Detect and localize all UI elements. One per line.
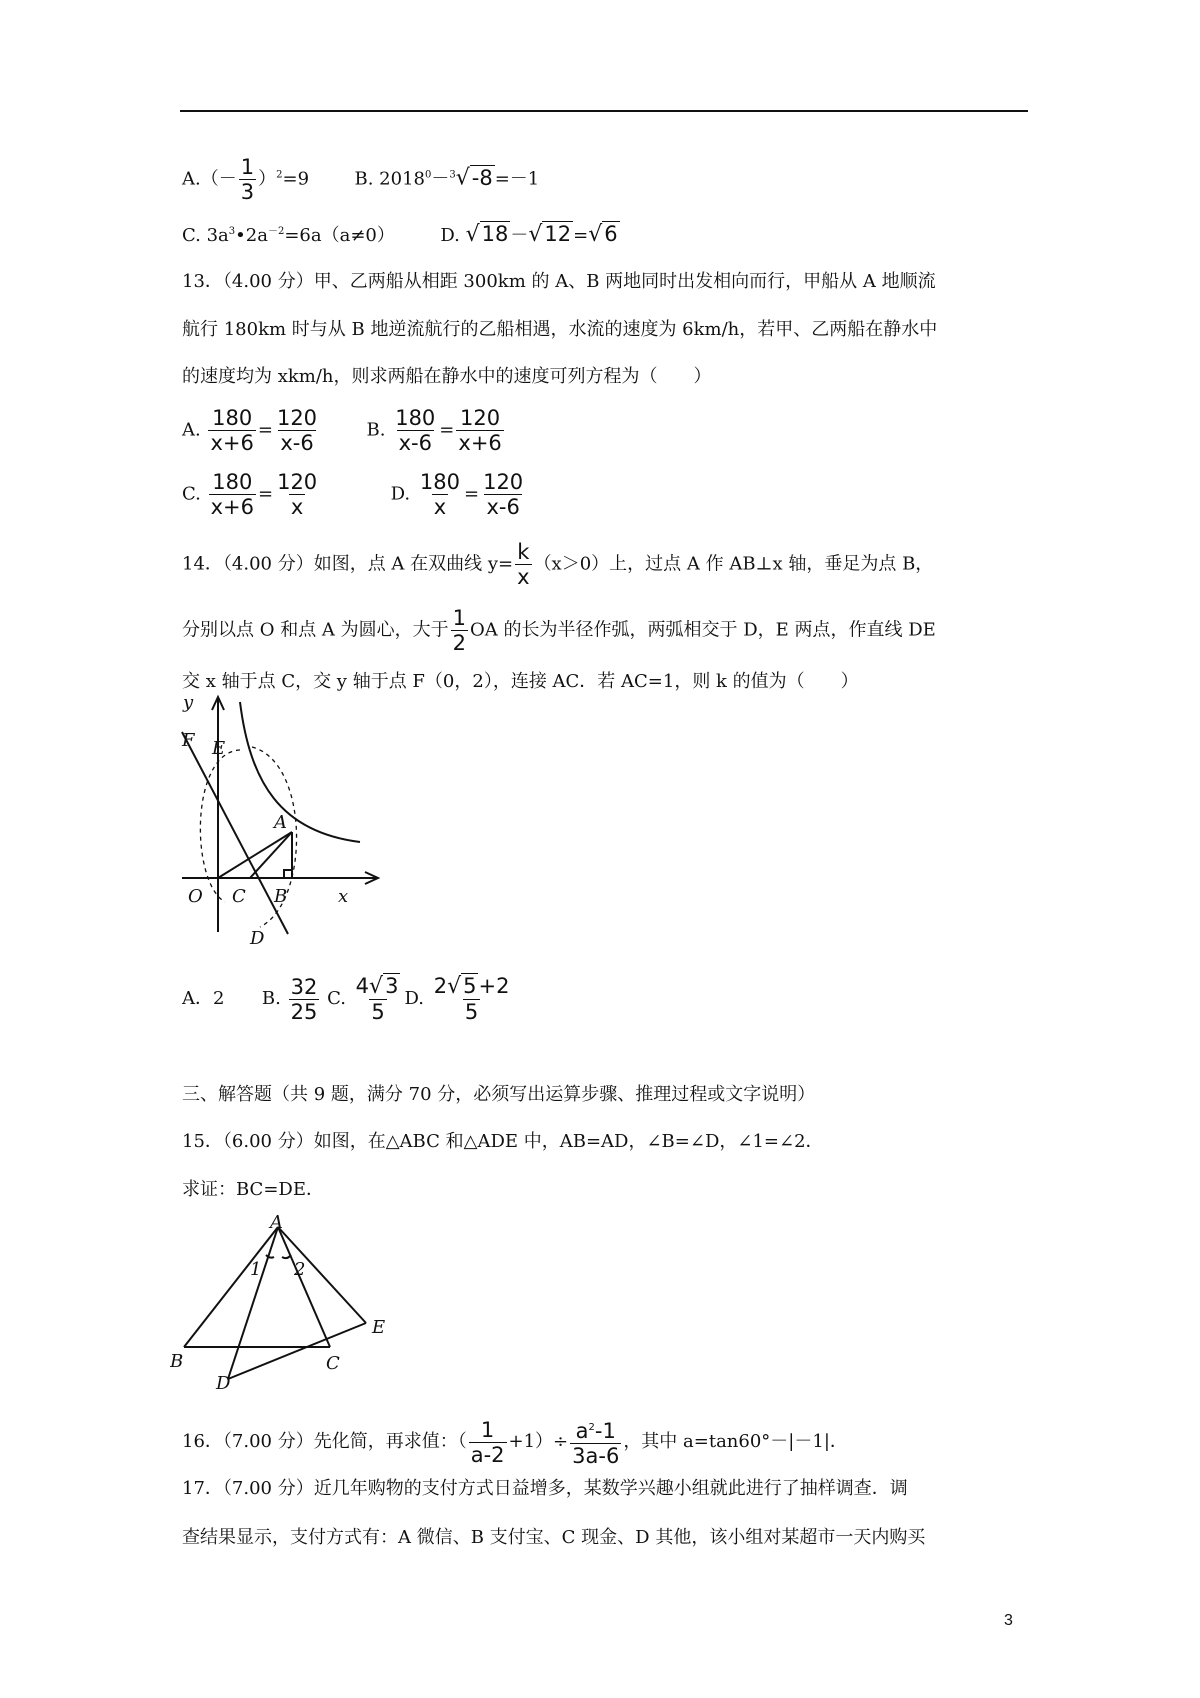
q13-opt-d-frac2 <box>481 470 525 519</box>
q13-opt-b-frac1 <box>393 406 437 455</box>
label-o: O <box>188 886 203 907</box>
q14-opt-c-coef: 4 <box>355 974 370 998</box>
q13-a-d1: x+6 <box>210 431 254 455</box>
q16-f2-den: 3a-6 <box>572 1444 620 1468</box>
page-number: 3 <box>1004 1612 1013 1629</box>
q16-f2-exp: 2 <box>588 1422 595 1433</box>
q14-opt-b-label: B. <box>261 988 281 1009</box>
label-a: A <box>270 1215 283 1233</box>
label-e: E <box>212 738 226 759</box>
q13-a-n2: 120 <box>276 406 318 430</box>
q16-a: 16．（7.00 分）先化简，再求值：（ <box>182 1431 467 1452</box>
q14-line2 <box>182 606 936 655</box>
q12-a-label: A.（－ <box>182 168 237 190</box>
angle-2-arc <box>282 1255 291 1258</box>
q13-c-n2: 120 <box>277 470 318 494</box>
q12-b-minus: － <box>431 168 450 190</box>
q12-a-eq: =9 <box>282 168 310 190</box>
q13-d-eq: = <box>463 483 480 505</box>
q14-l2-num: 1 <box>452 606 467 630</box>
q13-opt-a-frac2 <box>275 406 319 455</box>
label-a: A <box>274 812 287 833</box>
q15-figure <box>170 1215 420 1390</box>
q14-opt-c-frac <box>354 974 403 1024</box>
q14-k-over-x <box>515 540 531 589</box>
q12-b-exp: 0 <box>424 169 432 181</box>
sqrt-icon: √ <box>369 974 384 999</box>
q15-line2: 求证：BC=DE． <box>182 1179 324 1200</box>
q13-line2: 航行 180km 时与从 B 地逆流航行的乙船相遇，水流的速度为 6km/h，若甲、乙两船在静水中 <box>182 319 938 340</box>
q14-half <box>451 606 468 655</box>
q14-l2-den: 2 <box>452 631 467 655</box>
q13-opt-d-frac1 <box>418 470 462 519</box>
q16-f2-num-tail: -1 <box>594 1419 616 1443</box>
q12-d-r2: 12 <box>544 222 572 246</box>
q13-line1: 13．（4.00 分）甲、乙两船从相距 300km 的 A、B 两地同时出发相向而行，甲船从 A 地顺流 <box>182 271 936 292</box>
q13-opt-c-frac1 <box>209 470 256 519</box>
q14-l1-a: 14．（4.00 分）如图，点 A 在双曲线 y= <box>182 553 514 575</box>
q13-d-d1: x <box>433 495 447 519</box>
segment-de <box>228 1323 366 1379</box>
q14-opt-d-label: D. <box>404 988 424 1009</box>
q14-l1-num: k <box>517 540 530 564</box>
q14-line1 <box>182 540 933 589</box>
q14-line3: 交 x 轴于点 C，交 y 轴于点 F（0，2），连接 AC．若 AC=1，则 k 的值为（ ） <box>182 671 859 692</box>
q14-opt-c-den: 5 <box>371 1000 385 1024</box>
right-angle-mark <box>284 870 292 878</box>
q13-line3: 的速度均为 xkm/h，则求两船在静水中的速度可列方程为（ ） <box>182 366 712 387</box>
q16-f1-num: 1 <box>480 1417 495 1442</box>
q12-b-label: B. 2018 <box>354 168 425 190</box>
q13-b-eq: = <box>439 419 455 441</box>
q14-opt-d-den: 5 <box>464 1000 479 1024</box>
label-c: C <box>326 1353 340 1374</box>
section-3-heading: 三、解答题（共 9 题，满分 70 分，必须写出运算步骤、推理过程或文字说明） <box>182 1084 816 1105</box>
q12-a-den: 3 <box>240 180 255 204</box>
q13-b-d2: x+6 <box>458 431 502 455</box>
label-b: B <box>274 886 288 907</box>
sqrt-icon: √ <box>455 165 470 191</box>
arc-around-o <box>200 750 240 902</box>
label-d: D <box>250 928 265 949</box>
q13-b-d1: x-6 <box>398 431 432 455</box>
q12-row-ab <box>182 155 539 204</box>
q16-c: ，其中 a=tan60°－|－1|． <box>623 1431 848 1452</box>
q13-opt-b-frac2 <box>456 406 503 455</box>
label-b: B <box>170 1351 184 1372</box>
q14-opt-b-num: 32 <box>290 974 318 999</box>
q12-c-text2: •2a <box>235 225 268 246</box>
q16-f1-den: a-2 <box>470 1442 505 1467</box>
q17-line2: 查结果显示，支付方式有：A 微信、B 支付宝、C 现金、D 其他，该小组对某超市一天内购买 <box>182 1527 926 1548</box>
q13-c-n1: 180 <box>212 470 253 494</box>
q14-options <box>182 974 513 1024</box>
q16-line <box>182 1416 848 1468</box>
q14-opt-c-rad: 3 <box>385 974 399 998</box>
q15-line1: 15．（6.00 分）如图，在△ABC 和△ADE 中，AB=AD，∠B=∠D，∠1=∠2． <box>182 1131 824 1152</box>
label-x: x <box>338 886 349 907</box>
q13-b-n2: 120 <box>460 406 501 430</box>
q13-opt-c-frac2 <box>275 470 319 519</box>
q13-c-d1: x+6 <box>210 495 254 519</box>
q12-d-label: D. <box>440 225 460 246</box>
q16-frac2 <box>570 1416 621 1468</box>
q16-f2-num: a <box>575 1419 589 1443</box>
label-angle-1: 1 <box>250 1259 262 1280</box>
q13-d-d2: x-6 <box>486 495 520 519</box>
sqrt-icon: √ <box>447 974 462 999</box>
q14-opt-b-den: 25 <box>290 999 318 1024</box>
q14-opt-d-rad: 5 <box>463 974 477 998</box>
q14-opt-c-label: C. <box>327 988 346 1009</box>
q13-b-n1: 180 <box>395 406 436 430</box>
segment-ad <box>228 1227 278 1379</box>
q13-opt-a-label: A. <box>182 419 201 441</box>
q13-opt-d-label: D. <box>390 483 411 505</box>
q12-a-tail: ） <box>258 168 277 190</box>
q12-b-root-index: 3 <box>449 169 456 181</box>
sqrt-icon: √ <box>528 222 543 247</box>
label-angle-2: 2 <box>294 1259 306 1280</box>
q12-c-text3: =6a（a≠0） <box>284 225 395 246</box>
q12-row-cd <box>182 220 620 248</box>
q14-opt-b-frac <box>289 975 320 1024</box>
q12-b-radicand: -8 <box>471 165 493 190</box>
hyperbola-curve <box>240 702 360 842</box>
q12-c-exp1: 3 <box>228 226 236 237</box>
segment-ac <box>278 1227 330 1347</box>
q17-line1: 17．（7.00 分）近几年购物的支付方式日益增多，某数学兴趣小组就此进行了抽样调查．调 <box>182 1478 908 1499</box>
angle-1-arc <box>266 1255 274 1258</box>
q14-opt-d-coef: 2 <box>433 974 448 998</box>
q13-opt-a-frac1 <box>208 406 255 455</box>
q14-l1-den: x <box>517 565 530 589</box>
q12-d-eq: = <box>573 225 589 246</box>
q14-l2-b: OA 的长为半径作弧，两弧相交于 D，E 两点，作直线 DE <box>470 619 936 641</box>
label-d: D <box>216 1373 231 1390</box>
label-y: y <box>183 692 194 713</box>
q13-d-n2: 120 <box>483 470 524 494</box>
q12-b-eq: =－1 <box>494 168 540 190</box>
q14-opt-d-frac <box>432 974 512 1024</box>
q12-d-minus: － <box>510 225 529 246</box>
q13-d-n1: 180 <box>419 470 460 494</box>
q14-l1-b: （x＞0）上，过点 A 作 AB⊥x 轴，垂足为点 B， <box>533 553 934 575</box>
q12-a-fraction <box>239 155 256 204</box>
q13-a-n1: 180 <box>212 406 253 430</box>
q12-c-text1: C. 3a <box>182 225 229 246</box>
label-c: C <box>232 886 246 907</box>
q13-a-d2: x-6 <box>280 431 314 455</box>
label-f: F <box>182 730 195 751</box>
q16-b: +1）÷ <box>508 1431 569 1452</box>
label-e: E <box>372 1317 386 1338</box>
header-rule <box>180 110 1028 112</box>
q12-a-exp: 2 <box>276 169 283 181</box>
sqrt-icon: √ <box>588 222 603 247</box>
q13-row-ab <box>182 406 506 455</box>
segment-ae <box>278 1227 366 1323</box>
q14-figure <box>170 692 410 957</box>
q13-opt-c-label: C. <box>182 483 201 505</box>
q12-a-num: 1 <box>240 155 255 179</box>
q13-c-eq: = <box>257 483 274 505</box>
q12-d-r1: 18 <box>481 222 509 246</box>
q14-opt-d-tail: +2 <box>478 974 510 998</box>
q13-opt-b-label: B. <box>366 419 386 441</box>
q12-c-exp2: －2 <box>267 226 285 237</box>
q13-a-eq: = <box>257 419 273 441</box>
q13-row-cd <box>182 470 527 519</box>
q16-frac1 <box>469 1418 507 1467</box>
q14-opt-a: A．2 <box>182 988 225 1009</box>
q13-c-d2: x <box>290 495 304 519</box>
sqrt-icon: √ <box>465 222 480 247</box>
segment-ab <box>184 1227 278 1347</box>
q12-d-r3: 6 <box>604 222 618 246</box>
q14-l2-a: 分别以点 O 和点 A 为圆心，大于 <box>182 619 449 641</box>
